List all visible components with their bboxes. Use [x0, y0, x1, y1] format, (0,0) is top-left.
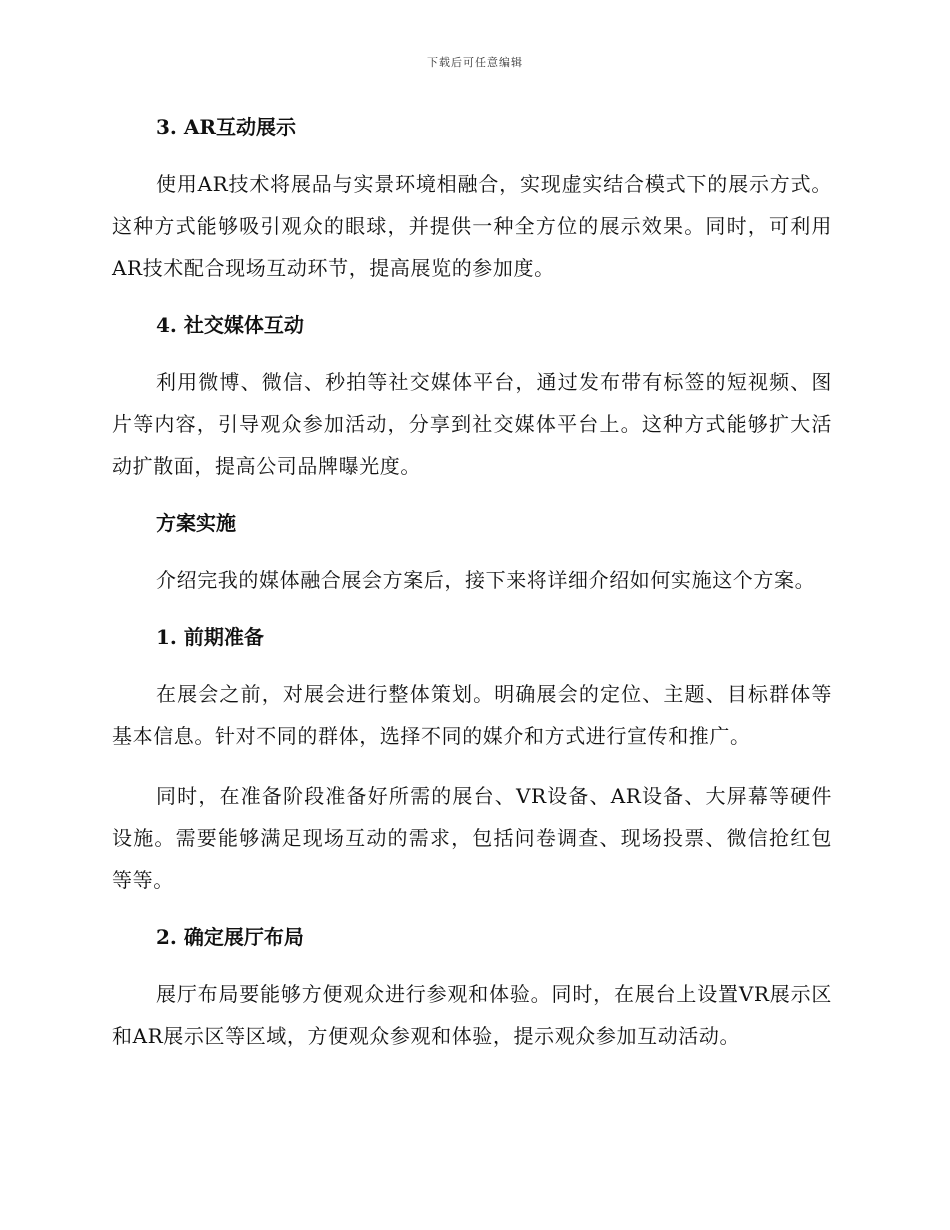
section-heading-layout: 2. 确定展厅布局 [156, 925, 304, 949]
section-heading-implementation: 方案实施 [156, 511, 236, 535]
document-body [112, 109, 832, 1057]
page-header: 下载后可任意编辑 [427, 56, 523, 69]
section-heading-social: 4. 社交媒体互动 [156, 313, 304, 337]
paragraph-preparation-2: 同时，在准备阶段准备好所需的展台、VR设备、AR设备、大屏幕等硬件设施。需要能够满足现场互动的需求，包括问卷调查、现场投票、微信抢红包等等。 [112, 784, 832, 892]
section-heading-ar: 3. AR互动展示 [156, 115, 296, 139]
section-heading-preparation: 1. 前期准备 [156, 625, 264, 649]
paragraph-social: 利用微博、微信、秒拍等社交媒体平台，通过发布带有标签的短视频、图片等内容，引导观众参加活动，分享到社交媒体平台上。这种方式能够扩大活动扩散面，提高公司品牌曝光度。 [112, 370, 832, 478]
paragraph-ar: 使用AR技术将展品与实景环境相融合，实现虚实结合模式下的展示方式。这种方式能够吸引观众的眼球，并提供一种全方位的展示效果。同时，可利用AR技术配合现场互动环节，提高展览的参加度。 [112, 172, 832, 280]
paragraph-layout: 展厅布局要能够方便观众进行参观和体验。同时，在展台上设置VR展示区和AR展示区等区域，方便观众参观和体验，提示观众参加互动活动。 [112, 982, 832, 1048]
paragraph-implementation: 介绍完我的媒体融合展会方案后，接下来将详细介绍如何实施这个方案。 [156, 568, 816, 592]
paragraph-preparation-1: 在展会之前，对展会进行整体策划。明确展会的定位、主题、目标群体等基本信息。针对不同的群体，选择不同的媒介和方式进行宣传和推广。 [112, 682, 832, 748]
